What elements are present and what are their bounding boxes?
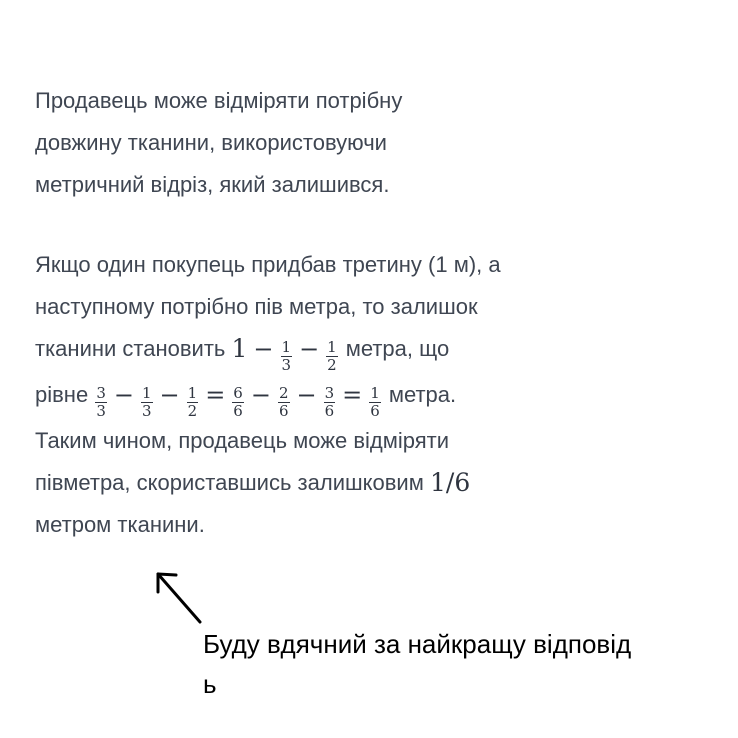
line-4-suffix: метра. xyxy=(388,382,457,407)
fraction-1-3: $\frac{1}{3}$ xyxy=(281,338,292,374)
minus-sign: − xyxy=(159,381,180,409)
arrow-up-left-icon xyxy=(150,566,210,628)
remainder-expression xyxy=(231,334,346,374)
fraction-3-3: $\frac{3}{3}$ xyxy=(96,384,106,420)
paragraph-2-line-7: метром тканини. xyxy=(35,512,205,537)
line-3-prefix: тканини становить xyxy=(35,336,226,361)
minus-sign: − xyxy=(296,381,317,409)
minus-sign: − xyxy=(299,335,320,363)
paragraph-1 xyxy=(35,80,595,206)
equals-sign: = xyxy=(342,381,363,409)
fraction-2-6: $\frac{2}{6}$ xyxy=(278,384,289,420)
paragraph-2-line-2: наступному потрібно пів метра, то залишок xyxy=(35,294,478,319)
paragraph-1-line-1: Продавець може відміряти потрібну xyxy=(35,88,403,113)
fraction-1-3: $\frac{1}{3}$ xyxy=(141,384,152,420)
minus-sign: − xyxy=(250,381,271,409)
paragraph-2-line-1: Якщо один покупець придбав третину (1 м), а xyxy=(35,252,501,277)
math-one: 1 xyxy=(231,334,248,363)
user-note-line-1: Буду вдячний за найкращу відповід xyxy=(203,629,632,659)
line-4-prefix: рівне xyxy=(35,382,89,407)
fraction-1-2: $\frac{1}{2}$ xyxy=(187,384,198,420)
minus-sign: − xyxy=(113,381,134,409)
user-note-line-2: ь xyxy=(203,669,217,699)
fraction-1-6: $\frac{1}{6}$ xyxy=(370,384,380,420)
line-6-prefix: півметра, скориставшись залишковим xyxy=(35,470,424,495)
paragraph-2-line-4 xyxy=(35,374,595,420)
user-note xyxy=(203,624,733,704)
inline-fraction-1-6: 1/6 xyxy=(429,468,471,497)
fraction-6-6: $\frac{6}{6}$ xyxy=(233,384,243,420)
paragraph-2-line-5: Таким чином, продавець може відміряти xyxy=(35,428,450,453)
equals-sign: = xyxy=(205,381,226,409)
paragraph-2-line-3 xyxy=(35,328,595,374)
paragraph-2-line-6 xyxy=(35,462,595,504)
minus-sign: − xyxy=(253,335,274,363)
fraction-calculation xyxy=(94,381,388,420)
paragraph-1-line-3: метричний відріз, який залишився. xyxy=(35,172,390,197)
fraction-3-6: $\frac{3}{6}$ xyxy=(324,384,335,420)
paragraph-1-line-2: довжину тканини, використовуючи xyxy=(35,130,387,155)
line-3-suffix: метра, що xyxy=(345,336,450,361)
fraction-1-2: $\frac{1}{2}$ xyxy=(327,338,337,374)
paragraph-2 xyxy=(35,244,595,546)
